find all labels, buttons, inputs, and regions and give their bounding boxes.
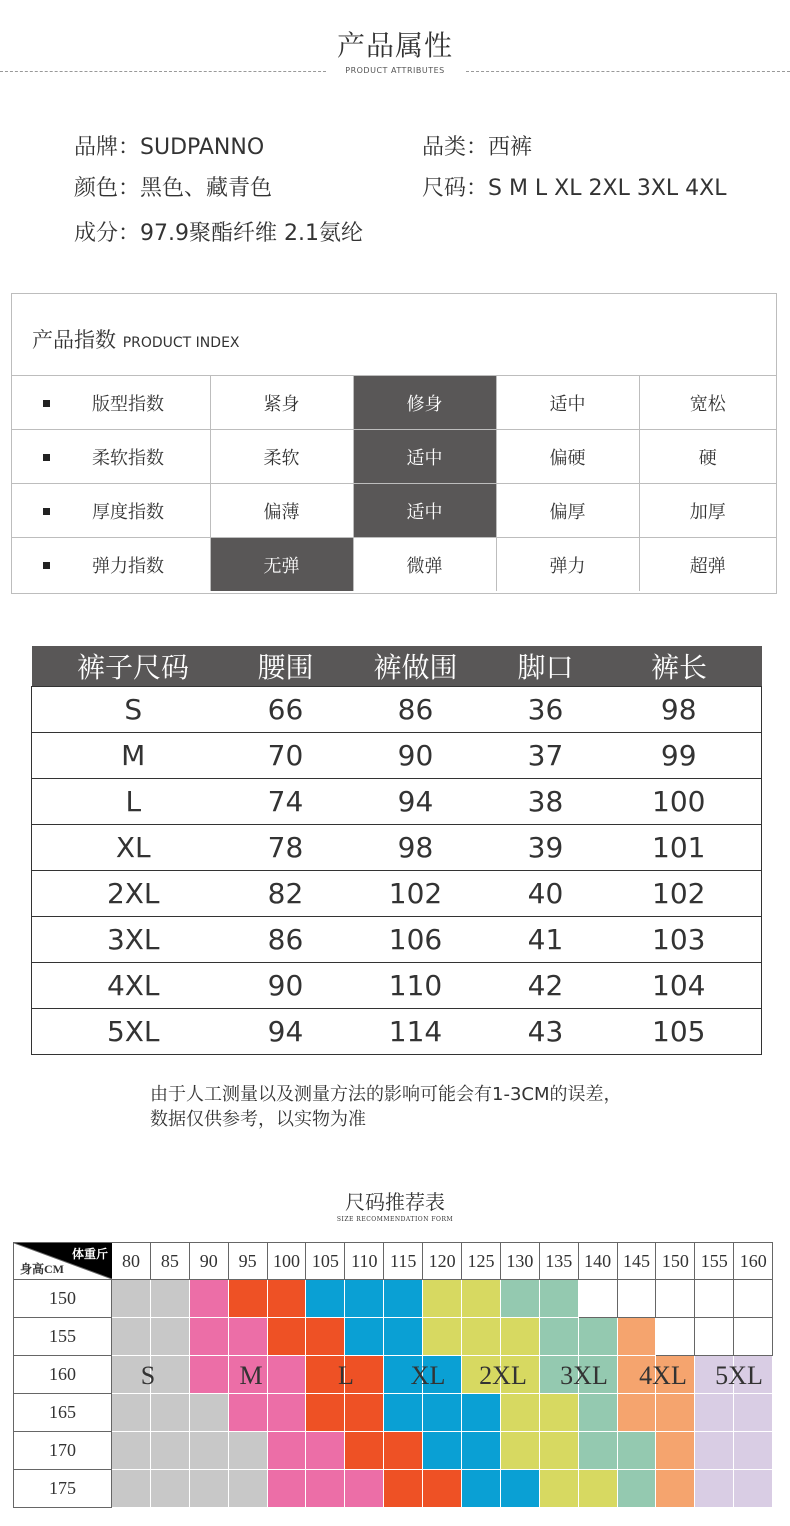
size-table-cell: 39 — [495, 825, 597, 871]
index-row-label-text: 厚度指数 — [92, 501, 164, 523]
size-zone-cell — [189, 1470, 228, 1508]
weight-header-cell: 140 — [578, 1243, 617, 1280]
size-zone-cell — [150, 1470, 189, 1508]
weight-header-cell: 100 — [267, 1243, 306, 1280]
size-table-cell: 40 — [495, 871, 597, 917]
index-row — [12, 430, 776, 484]
size-zone-cell — [656, 1432, 695, 1470]
index-option: 超弹 — [639, 538, 776, 592]
size-zone-cell — [734, 1470, 773, 1508]
product-index-title-en: PRODUCT INDEX — [122, 335, 240, 351]
weight-header-cell: 130 — [500, 1243, 539, 1280]
recommendation-subtitle: SIZE RECOMMENDATION FORM — [336, 1216, 454, 1223]
index-row-label — [12, 376, 210, 430]
size-zone-cell — [267, 1432, 306, 1470]
size-zone-label: M — [239, 1361, 263, 1390]
size-table-cell: 90 — [337, 733, 495, 779]
size-table-cell: 105 — [597, 1009, 762, 1055]
product-index-title-cn: 产品指数 — [32, 328, 116, 352]
size-zone-cell — [267, 1318, 306, 1356]
attributes-header — [0, 0, 790, 90]
size-table-cell: 41 — [495, 917, 597, 963]
size-zone-cell — [462, 1280, 501, 1318]
size-zone-cell — [228, 1394, 267, 1432]
measurement-note — [150, 1082, 622, 1132]
size-zone-cell — [306, 1432, 345, 1470]
size-zone-cell — [734, 1432, 773, 1470]
bullet-icon — [43, 454, 50, 461]
table-row — [32, 779, 762, 825]
height-header-cell: 150 — [14, 1280, 112, 1318]
index-row — [12, 376, 776, 430]
size-zone-cell — [345, 1470, 384, 1508]
size-zone-cell — [345, 1280, 384, 1318]
size-table-cell: 3XL — [32, 917, 235, 963]
size-zone-label: S — [140, 1361, 156, 1390]
size-zone-cell — [539, 1280, 578, 1318]
size-table-cell: 100 — [597, 779, 762, 825]
weight-header-cell: 80 — [112, 1243, 151, 1280]
size-zone-cell — [267, 1356, 306, 1394]
size-zone-cell — [150, 1394, 189, 1432]
size-zone-cell — [267, 1280, 306, 1318]
table-row — [32, 963, 762, 1009]
weight-header-cell: 95 — [228, 1243, 267, 1280]
size-table-cell: 78 — [235, 825, 337, 871]
size-table-cell: 94 — [235, 1009, 337, 1055]
index-row-label-text: 版型指数 — [92, 393, 164, 415]
table-row — [32, 917, 762, 963]
size-zone-cell — [423, 1280, 462, 1318]
size-zone-cell — [617, 1394, 656, 1432]
size-zone-cell — [617, 1318, 656, 1356]
size-table-cell: 103 — [597, 917, 762, 963]
size-zone-cell — [734, 1318, 773, 1356]
size-table-cell: 66 — [235, 687, 337, 733]
table-row — [32, 1009, 762, 1055]
weight-header-cell: 160 — [734, 1243, 773, 1280]
size-table — [31, 646, 762, 1055]
table-row — [32, 687, 762, 733]
size-zone-label: 5XL — [715, 1361, 763, 1390]
size-zone-cell — [112, 1318, 151, 1356]
size-zone-cell — [306, 1470, 345, 1508]
size-zone-cell — [617, 1280, 656, 1318]
table-row — [32, 825, 762, 871]
size-table-cell: 104 — [597, 963, 762, 1009]
size-zone-cell — [462, 1318, 501, 1356]
index-row-label-text: 柔软指数 — [92, 447, 164, 469]
size-zone-cell — [500, 1318, 539, 1356]
size-zone-cell — [150, 1432, 189, 1470]
weight-header-cell: 90 — [189, 1243, 228, 1280]
size-table-cell: 37 — [495, 733, 597, 779]
size-zone-cell — [345, 1318, 384, 1356]
size-table-header: 裤长 — [597, 646, 762, 687]
product-index-title — [32, 324, 240, 354]
size-zone-cell — [500, 1394, 539, 1432]
size-table-cell: 74 — [235, 779, 337, 825]
size-table-cell: 94 — [337, 779, 495, 825]
size-zone-cell — [384, 1318, 423, 1356]
size-zone-cell — [656, 1470, 695, 1508]
size-zone-cell — [189, 1394, 228, 1432]
size-zone-cell — [189, 1356, 228, 1394]
size-table-cell: 43 — [495, 1009, 597, 1055]
size-zone-cell — [384, 1280, 423, 1318]
size-table-header: 腰围 — [235, 646, 337, 687]
table-row — [32, 733, 762, 779]
size-table-cell: 101 — [597, 825, 762, 871]
size-zone-cell — [734, 1280, 773, 1318]
attr-brand: 品牌：SUDPANNO — [74, 135, 265, 160]
index-option: 弹力 — [496, 538, 639, 592]
size-zone-cell — [617, 1432, 656, 1470]
size-table-cell: 38 — [495, 779, 597, 825]
size-zone-cell — [150, 1318, 189, 1356]
size-table-cell: 86 — [235, 917, 337, 963]
weight-header-cell: 150 — [656, 1243, 695, 1280]
size-zone-label: 3XL — [560, 1361, 608, 1390]
size-table-cell: 2XL — [32, 871, 235, 917]
index-row — [12, 538, 776, 592]
index-option-selected: 适中 — [353, 484, 496, 538]
weight-header-row — [14, 1243, 773, 1280]
size-zone-cell — [578, 1318, 617, 1356]
size-zone-cell — [695, 1280, 734, 1318]
size-zone-cell — [228, 1432, 267, 1470]
size-zone-cell — [656, 1280, 695, 1318]
size-table-cell: 82 — [235, 871, 337, 917]
size-table-cell: 99 — [597, 733, 762, 779]
size-zone-cell — [345, 1432, 384, 1470]
measurement-note-line-1: 由于人工测量以及测量方法的影响可能会有1-3CM的误差， — [150, 1084, 622, 1105]
index-option: 偏厚 — [496, 484, 639, 538]
size-table-cell: 98 — [337, 825, 495, 871]
size-zone-cell — [462, 1394, 501, 1432]
attr-category: 品类：西裤 — [422, 135, 533, 160]
bullet-icon — [43, 562, 50, 569]
size-table-header: 裤做围 — [337, 646, 495, 687]
weight-header-cell: 105 — [306, 1243, 345, 1280]
size-table-cell: 5XL — [32, 1009, 235, 1055]
index-row-label-text: 弹力指数 — [92, 555, 164, 577]
size-zone-cell — [500, 1432, 539, 1470]
size-zone-cell — [112, 1394, 151, 1432]
size-zone-cell — [306, 1394, 345, 1432]
size-zone-cell — [695, 1394, 734, 1432]
size-table-cell: 4XL — [32, 963, 235, 1009]
size-zone-cell — [306, 1318, 345, 1356]
index-option: 紧身 — [210, 376, 353, 430]
size-table-cell: 70 — [235, 733, 337, 779]
size-zone-cell — [112, 1470, 151, 1508]
height-row — [14, 1394, 773, 1432]
size-table-cell: 36 — [495, 687, 597, 733]
index-option: 硬 — [639, 430, 776, 484]
size-zone-cell — [384, 1394, 423, 1432]
size-zone-cell — [578, 1280, 617, 1318]
size-zone-cell — [112, 1280, 151, 1318]
size-zone-cell — [500, 1470, 539, 1508]
index-row-label — [12, 538, 210, 592]
attr-material: 成分：97.9聚酯纤维 2.1氨纶 — [74, 221, 363, 246]
index-option: 柔软 — [210, 430, 353, 484]
size-zone-cell — [578, 1470, 617, 1508]
index-row-label — [12, 430, 210, 484]
height-header-cell: 170 — [14, 1432, 112, 1470]
size-zone-cell — [228, 1318, 267, 1356]
size-table-header: 裤子尺码 — [32, 646, 235, 687]
product-index-panel — [11, 293, 777, 594]
size-zone-label: 2XL — [479, 1361, 527, 1390]
size-zone-cell — [267, 1394, 306, 1432]
size-zone-cell — [656, 1318, 695, 1356]
height-row — [14, 1318, 773, 1356]
size-zone-label: L — [338, 1361, 354, 1390]
size-zone-cell — [695, 1470, 734, 1508]
index-option: 偏硬 — [496, 430, 639, 484]
size-zone-cell — [150, 1356, 189, 1394]
size-zone-cell — [267, 1470, 306, 1508]
size-zone-cell — [345, 1394, 384, 1432]
size-zone-label: XL — [410, 1361, 446, 1390]
size-zone-cell — [306, 1280, 345, 1318]
size-table-cell: 102 — [597, 871, 762, 917]
section-subtitle: PRODUCT ATTRIBUTES — [345, 66, 445, 75]
size-zone-cell — [734, 1394, 773, 1432]
corner-weight-label: 体重斤 — [71, 1247, 108, 1261]
size-zone-cell — [695, 1432, 734, 1470]
index-row-label — [12, 484, 210, 538]
size-zone-cell — [539, 1318, 578, 1356]
corner-cell — [14, 1243, 112, 1280]
size-zone-cell — [578, 1394, 617, 1432]
size-table-cell: 86 — [337, 687, 495, 733]
size-zone-cell — [112, 1432, 151, 1470]
size-zone-cell — [423, 1394, 462, 1432]
weight-header-cell: 145 — [617, 1243, 656, 1280]
size-zone-cell — [539, 1432, 578, 1470]
height-header-cell: 155 — [14, 1318, 112, 1356]
size-zone-cell — [423, 1318, 462, 1356]
size-zone-label: 4XL — [639, 1361, 687, 1390]
size-zone-cell — [423, 1470, 462, 1508]
size-table-cell: M — [32, 733, 235, 779]
attr-sizes: 尺码：S M L XL 2XL 3XL 4XL — [422, 176, 727, 201]
size-zone-cell — [150, 1280, 189, 1318]
height-row — [14, 1280, 773, 1318]
weight-header-cell: 155 — [695, 1243, 734, 1280]
weight-header-cell: 125 — [462, 1243, 501, 1280]
index-option: 适中 — [496, 376, 639, 430]
index-option-selected: 适中 — [353, 430, 496, 484]
height-header-cell: 165 — [14, 1394, 112, 1432]
recommendation-title: 尺码推荐表 — [345, 1190, 445, 1214]
index-row — [12, 484, 776, 538]
size-table-cell: 114 — [337, 1009, 495, 1055]
size-zone-cell — [189, 1432, 228, 1470]
index-option: 宽松 — [639, 376, 776, 430]
size-zone-cell — [189, 1318, 228, 1356]
bullet-icon — [43, 508, 50, 515]
weight-header-cell: 85 — [150, 1243, 189, 1280]
index-option-selected: 无弹 — [210, 538, 353, 592]
size-table-cell: L — [32, 779, 235, 825]
size-zone-cell — [539, 1394, 578, 1432]
size-zone-cell — [189, 1280, 228, 1318]
size-zone-cell — [617, 1470, 656, 1508]
attr-color: 颜色：黑色、藏青色 — [74, 176, 273, 201]
size-table-header: 脚口 — [495, 646, 597, 687]
size-zone-cell — [384, 1432, 423, 1470]
product-index-grid — [12, 375, 776, 591]
index-option: 微弹 — [353, 538, 496, 592]
table-row — [32, 871, 762, 917]
size-table-cell: 90 — [235, 963, 337, 1009]
size-table-cell: S — [32, 687, 235, 733]
size-zone-cell — [578, 1432, 617, 1470]
size-zone-cell — [462, 1470, 501, 1508]
size-table-cell: 102 — [337, 871, 495, 917]
measurement-note-line-2: 数据仅供参考，以实物为准 — [150, 1109, 366, 1130]
section-title: 产品属性 — [336, 29, 453, 62]
size-zone-cell — [228, 1470, 267, 1508]
weight-header-cell: 115 — [384, 1243, 423, 1280]
size-zone-cell — [539, 1470, 578, 1508]
bullet-icon — [43, 400, 50, 407]
height-row — [14, 1432, 773, 1470]
index-option-selected: 修身 — [353, 376, 496, 430]
corner-height-label: 身高CM — [20, 1262, 64, 1276]
size-zone-cell — [384, 1470, 423, 1508]
weight-header-cell: 110 — [345, 1243, 384, 1280]
size-table-cell: 106 — [337, 917, 495, 963]
index-option: 加厚 — [639, 484, 776, 538]
size-zone-cell — [500, 1280, 539, 1318]
size-table-cell: XL — [32, 825, 235, 871]
height-header-cell: 160 — [14, 1356, 112, 1394]
size-zone-cell — [656, 1394, 695, 1432]
height-row — [14, 1470, 773, 1508]
size-zone-cell — [423, 1432, 462, 1470]
weight-header-cell: 120 — [423, 1243, 462, 1280]
size-table-cell: 98 — [597, 687, 762, 733]
weight-header-cell: 135 — [539, 1243, 578, 1280]
size-zone-cell — [462, 1432, 501, 1470]
size-table-cell: 42 — [495, 963, 597, 1009]
size-table-cell: 110 — [337, 963, 495, 1009]
size-zone-cell — [228, 1280, 267, 1318]
height-header-cell: 175 — [14, 1470, 112, 1508]
size-zone-cell — [695, 1318, 734, 1356]
index-option: 偏薄 — [210, 484, 353, 538]
